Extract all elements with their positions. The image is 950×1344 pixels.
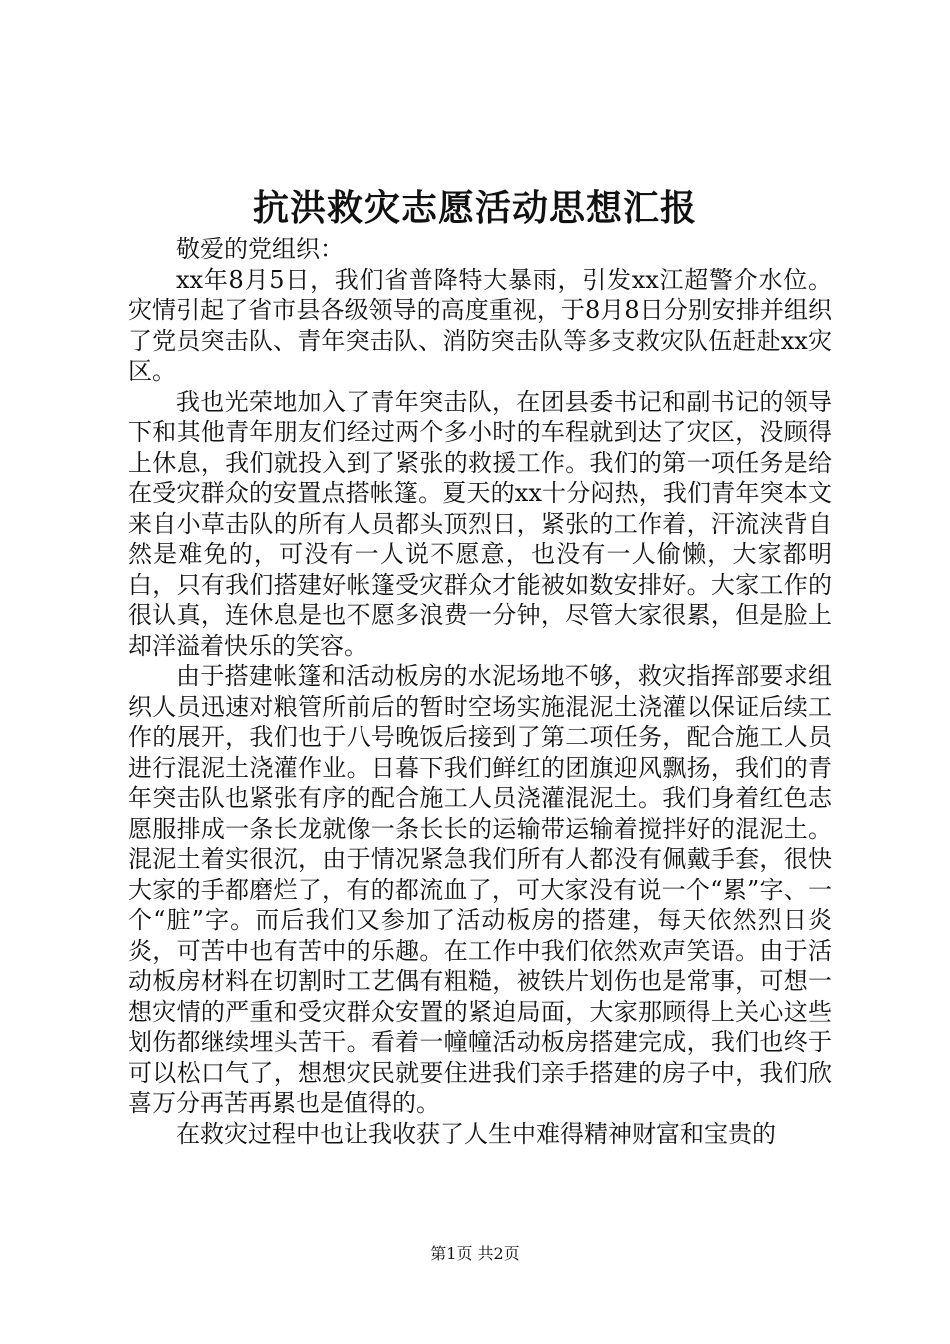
page-number-footer: 第1页 共2页: [430, 1244, 520, 1263]
paragraph-4: 在救灾过程中也让我收获了人生中难得精神财富和宝贵的: [176, 1119, 776, 1148]
salutation: 敬爱的党组织：: [176, 235, 344, 263]
paragraph-2: 我也光荣地加入了青年突击队，在团县委书记和副书记的领导下和其他青年朋友们经过两个多小时的车程就到达了灾区，没顾得上休息，我们就投入到了紧张的救援工作。我们的第一项任务是给在受灾群众的安置点搭帐篷。夏天的xx十分闷热，我们青年突本文来自小草击队的所有人员都头顶烈日，紧张的工作着，汗流浃背自然是难免的，可没有一人说不愿意，也没有一人偷懒，大家都明白，只有我们搭建好帐篷受灾群众才能被如数安排好。大家工作的很认真，连休息是也不愿多浪费一分钟，尽管大家很累，但是脸上却洋溢着快乐的笑容。: [128, 387, 832, 660]
paragraph-3: 由于搭建帐篷和活动板房的水泥场地不够，救灾指挥部要求组织人员迅速对粮管所前后的暂时空场实施混泥土浇灌以保证后续工作的展开，我们也于八号晚饭后接到了第二项任务，配合施工人员进行混泥土浇灌作业。日暮下我们鲜红的团旗迎风飘扬，我们的青年突击队也紧张有序的配合施工人员浇灌混泥土。我们身着红色志愿服排成一条长龙就像一条长长的运输带运输着搅拌好的混泥土。混泥土着实很沉，由于情况紧急我们所有人都没有佩戴手套，很快大家的手都磨烂了，有的都流血了，可大家没有说一个“累”字、一个“脏”字。而后我们又参加了活动板房的搭建，每天依然烈日炎炎，可苦中也有苦中的乐趣。在工作中我们依然欢声笑语。由于活动板房材料在切割时工艺偶有粗糙，被铁片划伤也是常事，可想一想灾情的严重和受灾群众安置的紧迫局面，大家那顾得上关心这些划伤都继续埋头苦干。看着一幢幢活动板房搭建完成，我们也终于可以松口气了，想想灾民就要住进我们亲手搭建的房子中，我们欣喜万分再苦再累也是值得的。: [128, 662, 832, 1117]
document-body: [128, 234, 832, 1149]
paragraph-1: xx年8月5日，我们省普降特大暴雨，引发xx江超警介水位。灾情引起了省市县各级领导的高度重视，于8月8日分别安排并组织了党员突击队、青年突击队、消防突击队等多支救灾队伍赶赴xx灾区。: [128, 265, 832, 385]
document-title: 抗洪救灾志愿活动思想汇报: [252, 187, 697, 229]
